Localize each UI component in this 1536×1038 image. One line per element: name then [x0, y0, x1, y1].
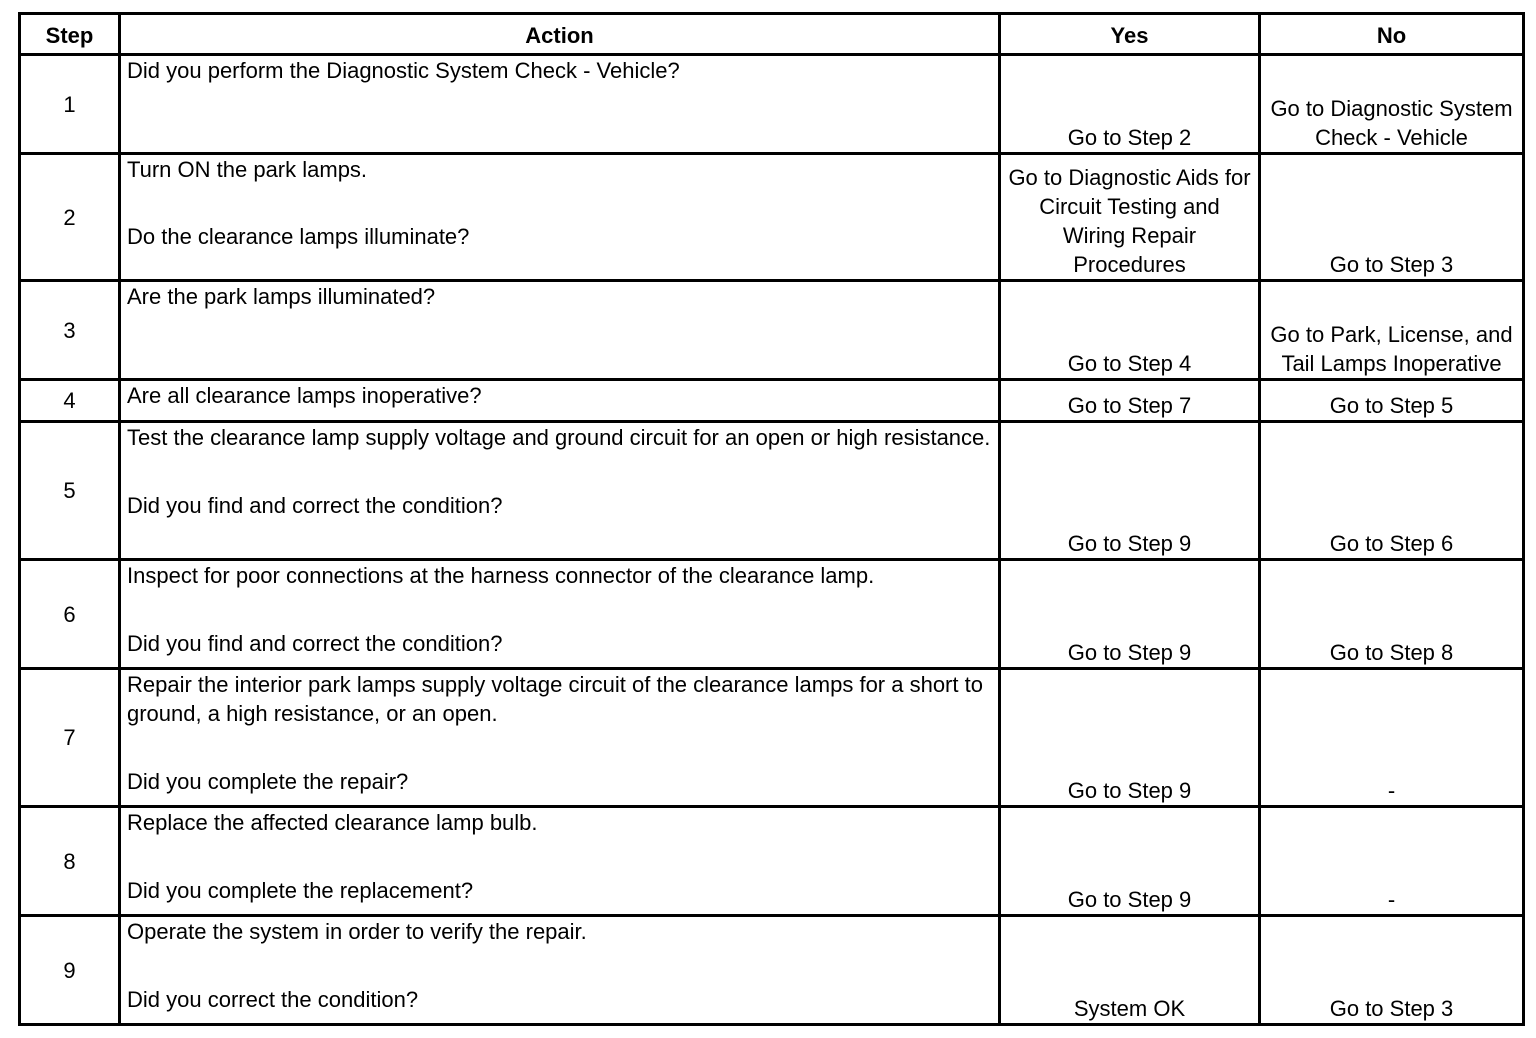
- action-cell: [120, 807, 1000, 916]
- step-number: 1: [20, 55, 120, 154]
- yes-cell: Go to Step 9: [1000, 422, 1260, 560]
- table-row: [20, 55, 1524, 154]
- table-row: [20, 916, 1524, 1025]
- step-number: 5: [20, 422, 120, 560]
- action-question: Did you correct the condition?: [127, 987, 419, 1012]
- action-question: Did you complete the repair?: [127, 769, 409, 794]
- header-row: [20, 14, 1524, 55]
- action-cell: [120, 669, 1000, 807]
- action-cell: [120, 154, 1000, 281]
- no-cell: Go to Step 3: [1260, 916, 1524, 1025]
- paragraph-gap: [127, 837, 992, 876]
- yes-cell: Go to Step 9: [1000, 560, 1260, 669]
- header-action: Action: [120, 14, 1000, 55]
- action-text: Operate the system in order to verify the repair.: [127, 919, 587, 944]
- action-text: Did you perform the Diagnostic System Check - Vehicle?: [127, 58, 680, 83]
- no-cell: Go to Step 3: [1260, 154, 1524, 281]
- action-text: Test the clearance lamp supply voltage and ground circuit for an open or high resistance.: [127, 425, 991, 450]
- action-question: Did you complete the replacement?: [127, 878, 474, 903]
- table-row: [20, 422, 1524, 560]
- action-cell: [120, 55, 1000, 154]
- yes-cell: Go to Step 7: [1000, 380, 1260, 422]
- header-step: Step: [20, 14, 120, 55]
- no-cell: Go to Step 6: [1260, 422, 1524, 560]
- paragraph-gap: [127, 452, 992, 491]
- yes-cell: Go to Step 4: [1000, 281, 1260, 380]
- yes-cell: Go to Step 9: [1000, 669, 1260, 807]
- action-question: Did you find and correct the condition?: [127, 493, 503, 518]
- step-number: 8: [20, 807, 120, 916]
- step-number: 7: [20, 669, 120, 807]
- header-yes: Yes: [1000, 14, 1260, 55]
- no-cell: Go to Step 5: [1260, 380, 1524, 422]
- action-question: Did you find and correct the condition?: [127, 631, 503, 656]
- action-text: Inspect for poor connections at the harness connector of the clearance lamp.: [127, 563, 875, 588]
- step-number: 2: [20, 154, 120, 281]
- table-row: [20, 281, 1524, 380]
- step-number: 6: [20, 560, 120, 669]
- action-question: Do the clearance lamps illuminate?: [127, 224, 470, 249]
- table-row: [20, 669, 1524, 807]
- table-row: [20, 560, 1524, 669]
- step-number: 9: [20, 916, 120, 1025]
- table-row: [20, 154, 1524, 281]
- action-text: Are the park lamps illuminated?: [127, 284, 436, 309]
- table-row: [20, 807, 1524, 916]
- step-number: 4: [20, 380, 120, 422]
- no-cell: Go to Step 8: [1260, 560, 1524, 669]
- table-row: [20, 380, 1524, 422]
- yes-cell: System OK: [1000, 916, 1260, 1025]
- action-cell: [120, 281, 1000, 380]
- action-text: Repair the interior park lamps supply voltage circuit of the clearance lamps for a short to ground, a high resistance, or an open.: [127, 672, 983, 726]
- action-text: Are all clearance lamps inoperative?: [127, 383, 482, 408]
- step-number: 3: [20, 281, 120, 380]
- yes-cell: Go to Step 2: [1000, 55, 1260, 154]
- paragraph-gap: [127, 728, 992, 767]
- no-cell: Go to Park, License, and Tail Lamps Inoperative: [1260, 281, 1524, 380]
- action-cell: [120, 380, 1000, 422]
- no-cell: -: [1260, 669, 1524, 807]
- action-text: Turn ON the park lamps.: [127, 157, 368, 182]
- paragraph-gap: [127, 184, 992, 222]
- no-cell: Go to Diagnostic System Check - Vehicle: [1260, 55, 1524, 154]
- action-cell: [120, 560, 1000, 669]
- action-cell: [120, 916, 1000, 1025]
- no-cell: -: [1260, 807, 1524, 916]
- header-no: No: [1260, 14, 1524, 55]
- paragraph-gap: [127, 946, 992, 985]
- action-text: Replace the affected clearance lamp bulb.: [127, 810, 538, 835]
- yes-cell: Go to Diagnostic Aids for Circuit Testing and Wiring Repair Procedures: [1000, 154, 1260, 281]
- diagnostic-table: [18, 12, 1525, 1026]
- paragraph-gap: [127, 590, 992, 629]
- action-cell: [120, 422, 1000, 560]
- yes-cell: Go to Step 9: [1000, 807, 1260, 916]
